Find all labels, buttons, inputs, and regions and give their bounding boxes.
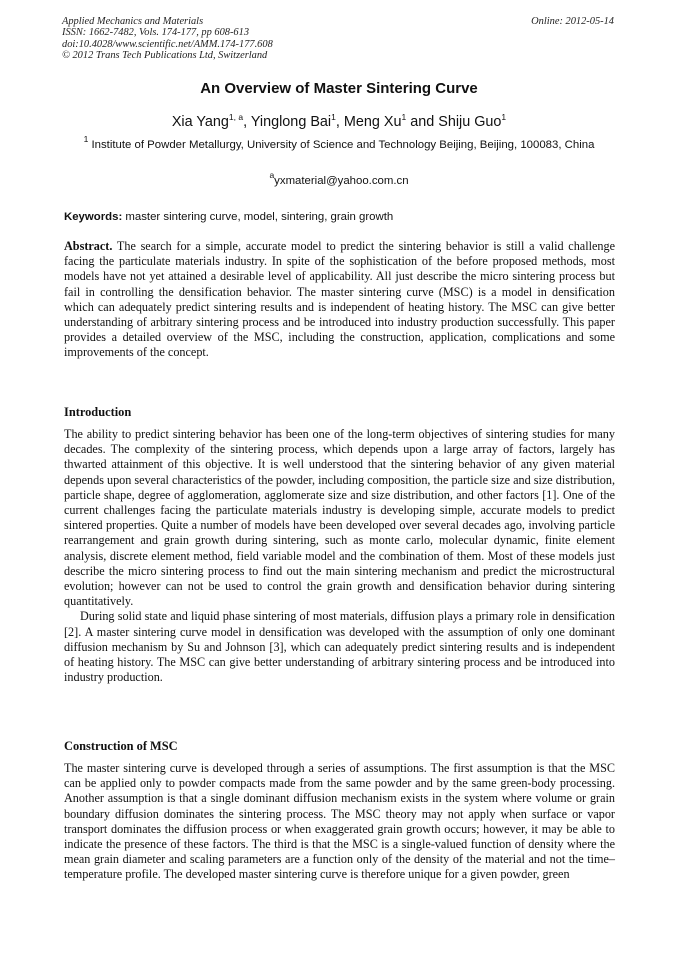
section-heading: Introduction (64, 405, 132, 419)
author-affiliation-mark: 1 (501, 112, 507, 122)
paper-title: An Overview of Master Sintering Curve (200, 80, 478, 97)
abstract-text: The search for a simple, accurate model to predict the sintering behavior is still a valid challenge facing the particulate materials industry. In spite of the sophistication of the before proposed methods, most models have not yet attained a desirable level of applicability. All just describe the micro sintering process but fail in controlling the densification behavior. The master sintering curve (MSC) is a model in densification which can adequately predict sintering results and is independent of heating history. The MSC can give better understanding of arbitrary sintering process and be introduced into industry production successfully. This paper provides a detailed overview of the MSC, including the construction, application, complications and some improvements of the concept. (64, 239, 615, 360)
keywords-text: master sintering curve, model, sintering, grain growth (125, 211, 394, 223)
email-mark: a (269, 170, 275, 180)
author-separator: , (243, 114, 251, 130)
affiliation (62, 134, 616, 153)
email-address: yxmaterial@yahoo.com.cn (274, 175, 409, 187)
keywords (64, 210, 616, 225)
keywords-label: Keywords: (64, 211, 123, 223)
author-separator: and (406, 114, 439, 130)
author-affiliation-mark: 1 (331, 112, 336, 122)
affiliation-text: Institute of Powder Metallurgy, University of Science and Technology Beijing, Beijing, 100083, China (91, 139, 595, 151)
author-name: Yinglong Bai (250, 114, 332, 130)
intro-body (64, 427, 615, 685)
journal-name: Applied Mechanics and Materials (62, 16, 204, 27)
contact-email (0, 170, 678, 189)
author-affiliation-mark: 1 (401, 112, 407, 122)
abstract-label: Abstract. (64, 239, 113, 253)
issn-line: ISSN: 1662-7482, Vols. 174-177, pp 608-613 (62, 27, 250, 39)
section-heading: Construction of MSC (64, 739, 178, 753)
author-name: Shiju Guo (438, 114, 502, 130)
author-name: Xia Yang (171, 114, 229, 130)
journal-header (62, 16, 273, 62)
copyright-line: © 2012 Trans Tech Publications Ltd, Switzerland (62, 50, 268, 62)
author-name: Meng Xu (343, 114, 402, 130)
author-affiliation-mark: 1, a (228, 112, 244, 122)
paragraph: The master sintering curve is developed through a series of assumptions. The first assumption is that the MSC can be applied only to powder compacts made from the same powder and by the same green-body processing. Another assumption is that a single dominant diffusion mechanism exists in the system where volume or grain boundary diffusion dominates the sintering process. The MSC theory may not apply when surface or vapor transport dominates the diffusion process or when exaggerated grain growth occurs; however, it may be able to indicate the presence of these factors. The third is that the MSC is a single-valued function of density where the mean grain diameter and scaling parameters are a function only of the density of the material and not the time–temperature profile. The developed master sintering curve is therefore unique for a given powder, green (64, 761, 615, 882)
doi-line: doi:10.4028/www.scientific.net/AMM.174-177.608 (62, 38, 273, 50)
online-date: Online: 2012-05-14 (531, 16, 614, 27)
paragraph: The ability to predict sintering behavior has been one of the long-term objectives of sintering studies for many decades. The complexity of the sintering process, which depends upon a large array of factors, largely has thwarted attainment of this objective. It is well understood that the sintering behavior of any given material depends upon several characteristics of the powder, including composition, the particle size and size distribution, particle shape, degree of agglomeration, agglomerate size and size distribution, and other factors [1]. One of the current challenges facing the particulate materials industry is developing simple, accurate models to predict sintered properties. Quite a number of models have been developed over several decades ago, involving particle rearrangement and grain growth during sintering, such as monte carlo, molecular dynamic, finite element analysis, discrete element method, field variable model and the combination of them. Most of these models just describe the micro sintering process to find out the main sintering mechanism and predict the microstructural evolution; however can not be used to control the grain growth and densification behavior during sintering quantitatively. (64, 427, 615, 609)
abstract (64, 239, 615, 361)
construction-body (64, 761, 615, 883)
author-list (0, 113, 678, 131)
paragraph: During solid state and liquid phase sintering of most materials, diffusion plays a primary role in densification [2]. A master sintering curve model in densification was developed with the assumption of only one dominant diffusion mechanism by Su and Johnson [3], which can adequately predict sintering results and is independent of heating history. The MSC can give better understanding of arbitrary sintering process and be introduced into industry production. (64, 609, 615, 685)
affiliation-mark: 1 (83, 134, 89, 144)
author-separator: , (335, 114, 344, 130)
